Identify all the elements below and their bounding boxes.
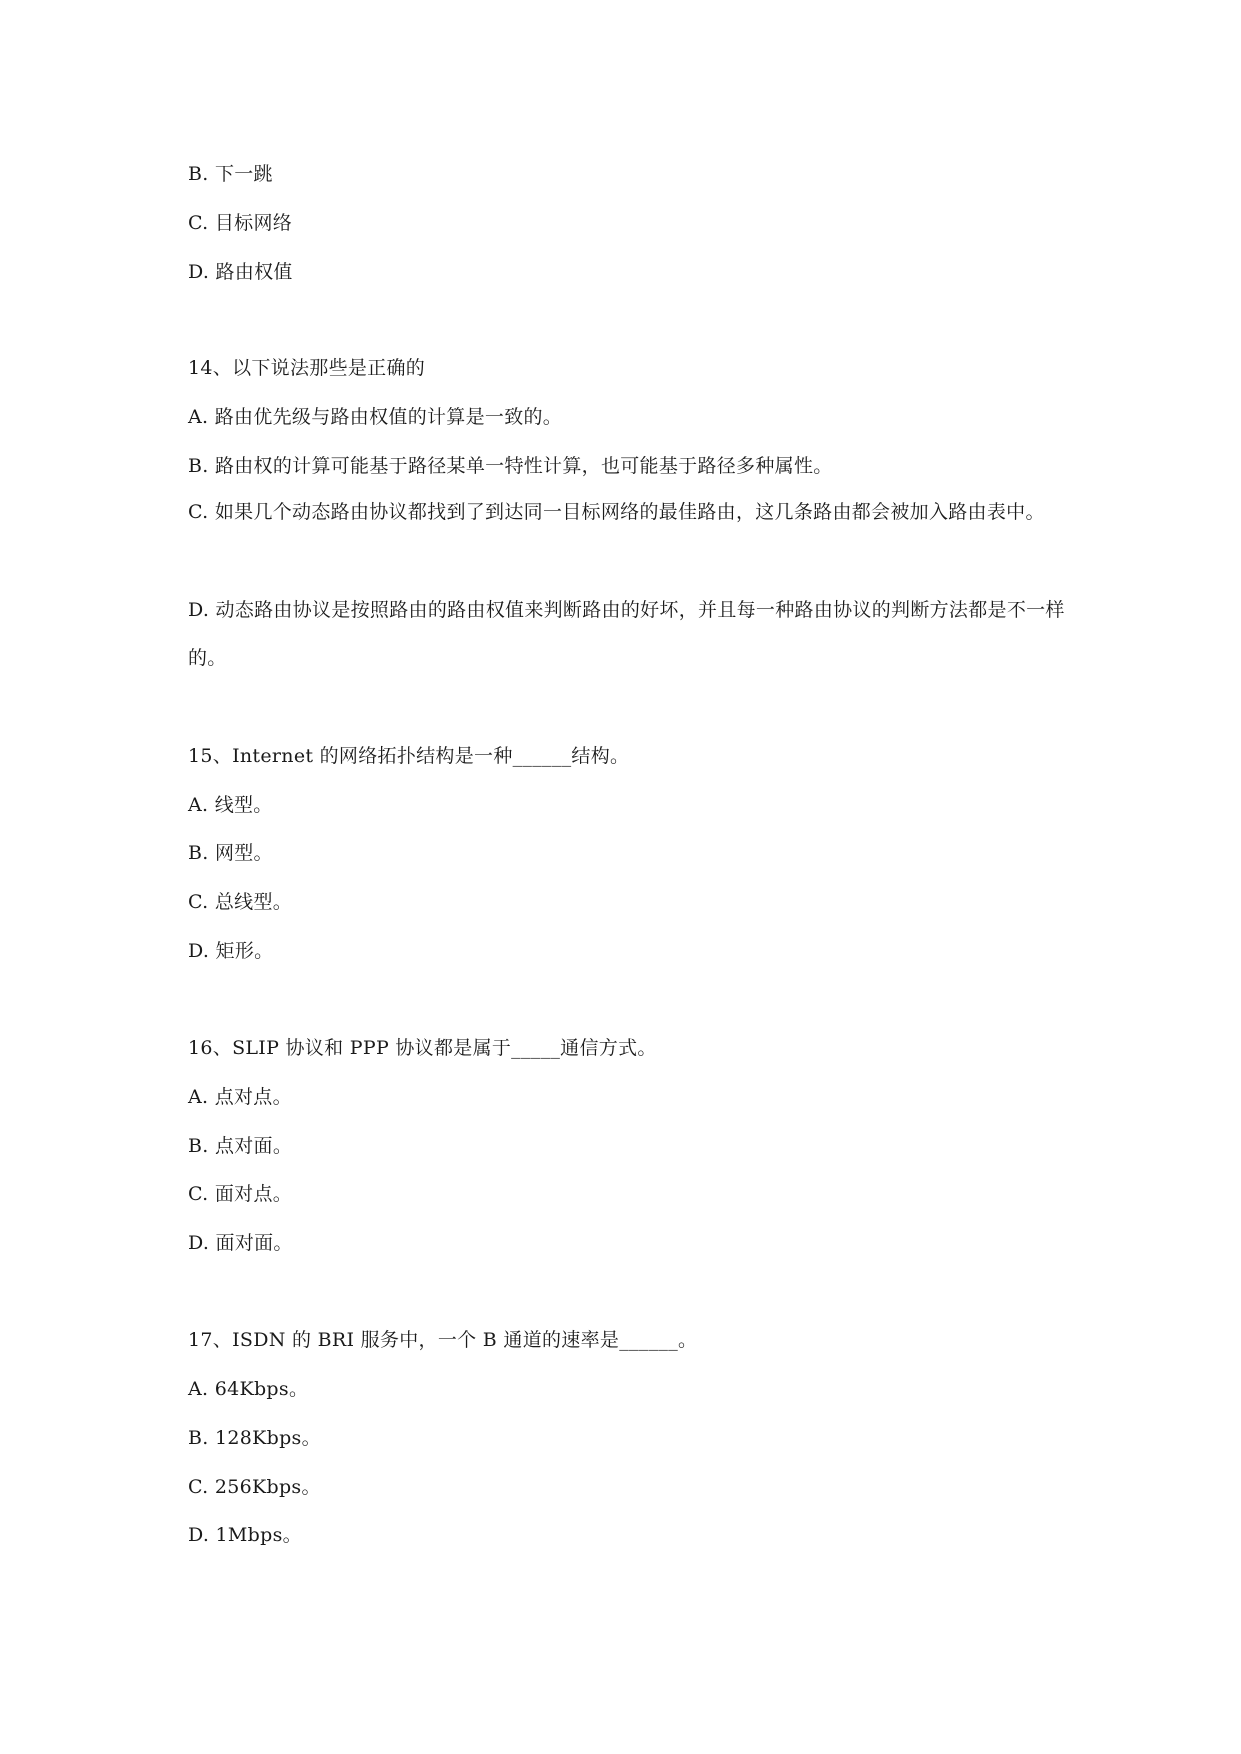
q16-option-c: C. 面对点。 [188,1183,293,1205]
q16-option-b: B. 点对面。 [188,1135,293,1157]
q16-option-a: A. 点对点。 [188,1086,292,1108]
q16-option-d: D. 面对面。 [188,1232,293,1254]
q13-option-d: D. 路由权值 [188,261,293,283]
q15-option-b: B. 网型。 [188,842,273,864]
q14-question: 14、以下说法那些是正确的 [188,357,426,379]
q17-option-c: C. 256Kbps。 [188,1476,321,1498]
q15-option-c: C. 总线型。 [188,891,293,913]
q14-option-b: B. 路由权的计算可能基于路径某单一特性计算，也可能基于路径多种属性。 [188,455,833,477]
q14-option-d: D. 动态路由协议是按照路由的路由权值来判断路由的好坏，并且每一种路由协议的判断方法都是不一样的。 [188,599,1065,669]
q15-question: 15、Internet 的网络拓扑结构是一种______结构。 [188,745,630,767]
q17-question: 17、ISDN 的 BRI 服务中，一个 B 通道的速率是______。 [188,1329,698,1351]
q13-option-c: C. 目标网络 [188,212,293,234]
q15-option-a: A. 线型。 [188,794,273,816]
q17-option-b: B. 128Kbps。 [188,1427,321,1449]
q17-option-d: D. 1Mbps。 [188,1524,302,1546]
q14-option-c: C. 如果几个动态路由协议都找到了到达同一目标网络的最佳路由，这几条路由都会被加入路由表中。 [188,501,1045,523]
q17-option-a: A. 64Kbps。 [188,1378,309,1400]
q16-question: 16、SLIP 协议和 PPP 协议都是属于_____通信方式。 [188,1037,657,1059]
q15-option-d: D. 矩形。 [188,940,274,962]
q14-option-a: A. 路由优先级与路由权值的计算是一致的。 [188,406,563,428]
q13-option-b: B. 下一跳 [188,163,273,185]
